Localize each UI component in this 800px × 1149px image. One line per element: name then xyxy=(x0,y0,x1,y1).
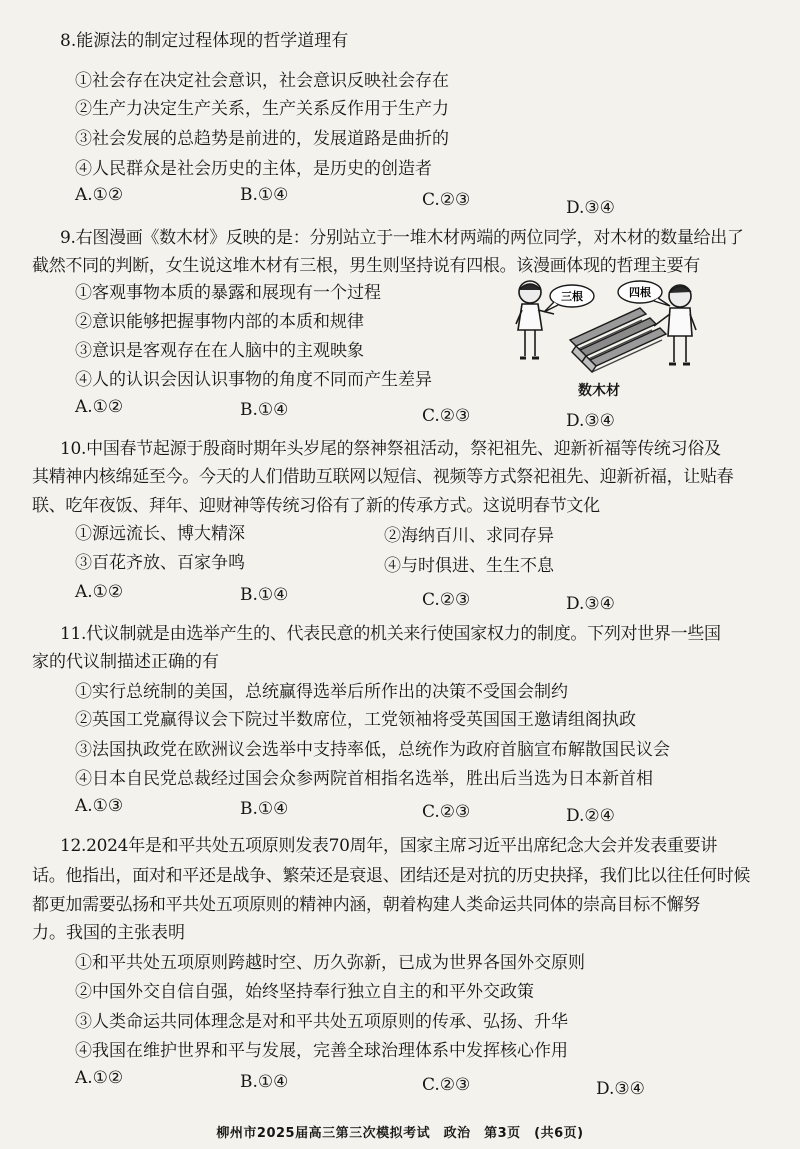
page-footer: 柳州市2025届高三第三次模拟考试 政治 第3页 (共6页) xyxy=(216,1126,584,1141)
q11-item-3: ③法国执政党在欧洲议会选举中支持率低，总统作为政府首脑宣布解散国民议会 xyxy=(75,740,670,760)
q12-item-4: ④我国在维护世界和平与发展，完善全球治理体系中发挥核心作用 xyxy=(75,1041,568,1061)
q12-option-b[interactable]: B.①④ xyxy=(240,1072,289,1092)
q9-option-d[interactable]: D.③④ xyxy=(566,411,615,431)
q11-stem-line-1: 11.代议制就是由选举产生的、代表民意的机关来行使国家权力的制度。下列对世界一些国 xyxy=(60,624,721,644)
q12-item-3: ③人类命运共同体理念是对和平共处五项原则的传承、弘扬、升华 xyxy=(75,1012,568,1032)
q8-item-3: ③社会发展的总趋势是前进的，发展道路是曲折的 xyxy=(75,129,449,149)
q8-option-d[interactable]: D.③④ xyxy=(566,198,615,218)
q10-stem-line-1: 10.中国春节起源于殷商时期年头岁尾的祭神祭祖活动，祭祀祖先、迎新祈福等传统习俗及 xyxy=(60,439,721,459)
boy-speech-text: 四根 xyxy=(629,286,651,299)
q8-item-1: ①社会存在决定社会意识，社会意识反映社会存在 xyxy=(75,71,449,91)
q8-option-c[interactable]: C.②③ xyxy=(422,190,471,210)
q9-item-3: ③意识是客观存在在人脑中的主观映象 xyxy=(75,341,364,361)
q10-item-2: ②海纳百川、求同存异 xyxy=(384,526,554,546)
q10-option-d[interactable]: D.③④ xyxy=(566,594,615,614)
q12-stem-line-3: 都更加需要弘扬和平共处五项原则的精神内涵，朝着构建人类命运共同体的崇高目标不懈努 xyxy=(32,895,700,915)
q8-stem: 8.能源法的制定过程体现的哲学道理有 xyxy=(60,31,349,51)
q10-option-b[interactable]: B.①④ xyxy=(240,585,289,605)
q9-stem-line-1: 9.右图漫画《数木材》反映的是：分别站立于一堆木材两端的两位同学，对木材的数量给出了 xyxy=(60,228,744,248)
boy-speech-bubble xyxy=(618,281,670,306)
q11-stem-line-2: 家的代议制描述正确的有 xyxy=(32,652,219,672)
girl-figure xyxy=(516,281,554,358)
q8-option-a[interactable]: A.①② xyxy=(75,185,124,205)
q11-option-a[interactable]: A.①③ xyxy=(75,796,124,816)
q12-option-d[interactable]: D.③④ xyxy=(596,1079,645,1099)
logs-icon xyxy=(570,308,666,372)
q9-item-1: ①客观事物本质的暴露和展现有一个过程 xyxy=(75,283,381,303)
q10-stem-line-2: 其精神内核绵延至今。今天的人们借助互联网以短信、视频等方式祭祀祖先、迎新祈福，让贴春 xyxy=(32,467,734,487)
q11-option-c[interactable]: C.②③ xyxy=(422,802,471,822)
q11-option-b[interactable]: B.①④ xyxy=(240,799,289,819)
cartoon-caption: 数木材 xyxy=(578,383,620,399)
q10-option-c[interactable]: C.②③ xyxy=(422,590,471,610)
q10-item-1: ①源远流长、博大精深 xyxy=(75,524,245,544)
q8-item-4: ④人民群众是社会历史的主体，是历史的创造者 xyxy=(75,159,432,179)
q11-item-2: ②英国工党赢得议会下院过半数席位，工党领袖将受英国国王邀请组阁执政 xyxy=(75,710,636,730)
q8-item-2: ②生产力决定生产关系，生产关系反作用于生产力 xyxy=(75,99,449,119)
q10-item-4: ④与时俱进、生生不息 xyxy=(384,556,554,576)
q10-stem-line-3: 联、吃年夜饭、拜年、迎财神等传统习俗有了新的传承方式。这说明春节文化 xyxy=(32,496,600,516)
q11-item-1: ①实行总统制的美国，总统赢得选举后所作出的决策不受国会制约 xyxy=(75,682,568,702)
q9-item-4: ④人的认识会因认识事物的角度不同而产生差异 xyxy=(75,370,432,390)
q9-option-a[interactable]: A.①② xyxy=(75,397,124,417)
q11-option-d[interactable]: D.②④ xyxy=(566,806,615,826)
q10-item-3: ③百花齐放、百家争鸣 xyxy=(75,553,245,573)
q12-item-1: ①和平共处五项原则跨越时空、历久弥新，已成为世界各国外交原则 xyxy=(75,953,585,973)
q12-option-a[interactable]: A.①② xyxy=(75,1068,124,1088)
q8-option-b[interactable]: B.①④ xyxy=(240,185,289,205)
q9-option-b[interactable]: B.①④ xyxy=(240,400,289,420)
q12-stem-line-1: 12.2024年是和平共处五项原则发表70周年，国家主席习近平出席纪念大会并发表重要讲 xyxy=(60,836,718,856)
girl-speech-bubble xyxy=(544,285,594,312)
q11-item-4: ④日本自民党总裁经过国会众参两院首相指名选举，胜出后当选为日本新首相 xyxy=(75,769,653,789)
q9-item-2: ②意识能够把握事物内部的本质和规律 xyxy=(75,312,364,332)
q12-stem-line-4: 力。我国的主张表明 xyxy=(32,923,185,943)
q12-option-c[interactable]: C.②③ xyxy=(422,1075,471,1095)
q9-stem-line-2: 截然不同的判断，女生说这堆木材有三根，男生则坚持说有四根。该漫画体现的哲理主要有 xyxy=(32,256,700,276)
q12-item-2: ②中国外交自信自强，始终坚持奉行独立自主的和平外交政策 xyxy=(75,982,534,1002)
q12-stem-line-2: 话。他指出，面对和平还是战争、繁荣还是衰退、团结还是对抗的历史抉择，我们比以往任何时候 xyxy=(32,866,751,886)
q10-option-a[interactable]: A.①② xyxy=(75,582,124,602)
q9-option-c[interactable]: C.②③ xyxy=(422,406,471,426)
girl-speech-text: 三根 xyxy=(561,290,583,303)
